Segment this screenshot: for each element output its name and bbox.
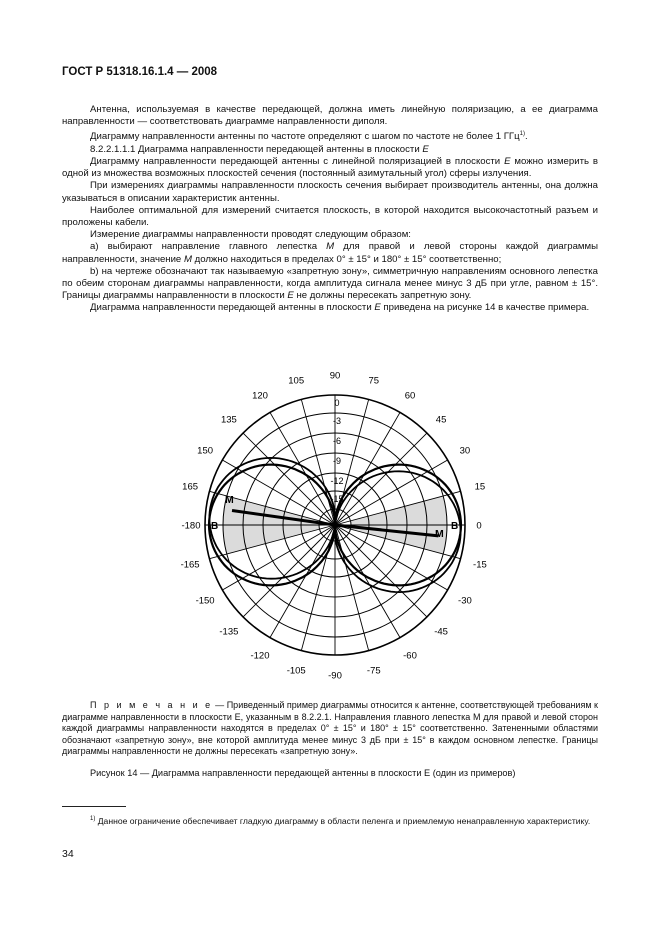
angle-label: 0 [476, 520, 482, 532]
ring-label: -15 [330, 494, 344, 504]
angle-label: 90 [329, 370, 341, 382]
angle-label: 15 [474, 481, 486, 493]
paragraph: Наиболее оптимальной для измерений считается плоскость, в которой находится высокочастотный разъем и проложены кабели. [62, 204, 598, 229]
angle-label: 120 [252, 390, 268, 402]
paragraph: Диаграмму направленности передающей антенны с линейной поляризацией в плоскости E можно измерить в одной из множества возможных плоскостей сечения (постоянный азимутальный угол) сферы излучения. [62, 156, 598, 180]
paragraph: Диаграмма направленности передающей антенны в плоскости E приведена на рисунке 14 в качестве примера. [90, 302, 590, 314]
angle-label: 60 [404, 390, 416, 402]
marker-m-right: M [435, 528, 444, 540]
footnote [62, 814, 598, 827]
section-heading: 8.2.2.1.1.1 Диаграмма направленности передающей антенны в плоскости E [90, 143, 429, 155]
angle-label: -165 [180, 559, 200, 571]
angle-label: 135 [220, 414, 237, 426]
paragraph: Измерение диаграммы направленности проводят следующим образом: [90, 229, 411, 241]
paragraph: Антенна, используемая в качестве передающей, должна иметь линейную поляризацию, а ее диаграмма направленности — соответствовать диаграмме направленности диполя. [62, 104, 598, 128]
polar-diagram [180, 368, 490, 690]
marker-m-left: M [225, 494, 234, 506]
angle-label: -15 [473, 559, 487, 571]
note-lead: П р и м е ч а н и е [90, 700, 213, 710]
angle-label: -120 [250, 650, 270, 662]
note-text: — Приведенный пример диаграммы относится к антенне, соответствующей требованиям к диаграмме направленности в плоскости E, указанным в 8.2.2.1. Направления главного лепестка M для правой и левой сторон каждой диаграммы направленности находятся в пределах 0° ± 15° и 180° ± 15° соответственно. Затененными областями обозначают «запретную зону», вне которой амплитуда менее минус 3 дБ при ± 15° в каждом основном лепестке. Границы диаграммы направленности не должны пересекать «запретную зону». [62, 700, 598, 757]
grid-radial [335, 525, 400, 638]
page-number: 34 [62, 848, 74, 860]
ring-label: -6 [332, 436, 342, 446]
paragraph: При измерениях диаграммы направленности плоскость сечения выбирает производитель антенны, она должна указываться в описании характеристик антенны. [62, 180, 598, 204]
angle-label: 150 [197, 445, 214, 457]
angle-label: -105 [286, 665, 306, 677]
footnote-divider [62, 806, 126, 807]
body-text [62, 104, 598, 315]
ring-label: -3 [332, 416, 342, 426]
forbidden-zone [223, 496, 320, 554]
list-item: b) на чертеже обозначают так называемую «запретную зону», симметричную направлениям основного лепестка по обеим сторонам диаграммы направленности, когда амплитуда сигнала менее минус 3 дБ при угле, равном ± 15°. Границы диаграммы направленности в плоскости E не должны пересекать запретную зону. [62, 265, 598, 302]
document-header: ГОСТ Р 51318.16.1.4 — 2008 [62, 66, 218, 78]
angle-label: -180 [181, 520, 201, 532]
angle-label: -150 [195, 595, 215, 607]
angle-label: -135 [219, 626, 239, 638]
ring-label: 0 [334, 398, 340, 408]
label-b-right: B [451, 521, 459, 532]
angle-label: 165 [182, 481, 199, 493]
forbidden-zone [350, 496, 447, 554]
figure-note [62, 700, 598, 758]
angle-label: 75 [368, 375, 380, 387]
figure-caption: Рисунок 14 — Диаграмма направленности передающей антенны в плоскости E (один из примеров) [90, 768, 516, 778]
ring-label: -12 [330, 476, 344, 486]
polar-diagram-figure [180, 368, 490, 695]
grid-radial [270, 412, 335, 525]
ring-label: -9 [332, 456, 342, 466]
paragraph: Диаграмму направленности антенны по частоте определяют с шагом по частоте не более 1 ГГц$^{1)}$. [90, 131, 528, 143]
angle-label: -90 [328, 670, 342, 682]
angle-label: 45 [435, 414, 447, 426]
angle-label: -45 [434, 626, 448, 638]
angle-label: 30 [459, 445, 471, 457]
label-b-left: B [211, 521, 219, 532]
grid-radial [270, 525, 335, 638]
footnote-ref: 1) [519, 131, 525, 138]
angle-label: -60 [403, 650, 417, 662]
footnote-mark: 1) [90, 816, 96, 822]
angle-label: 105 [288, 375, 305, 387]
footnote-text: Данное ограничение обеспечивает гладкую диаграмму в области пеленга и приемлемую ненаправленную характеристику. [95, 815, 591, 826]
list-item: a) выбирают направление главного лепестка M для правой и левой стороны каждой диаграммы направленности, значение M должно находиться в пределах 0° ± 15° и 180° ± 15° соответственно; [62, 241, 598, 265]
angle-label: -75 [366, 665, 381, 677]
grid-radial [332, 412, 400, 525]
angle-label: -30 [458, 595, 472, 607]
